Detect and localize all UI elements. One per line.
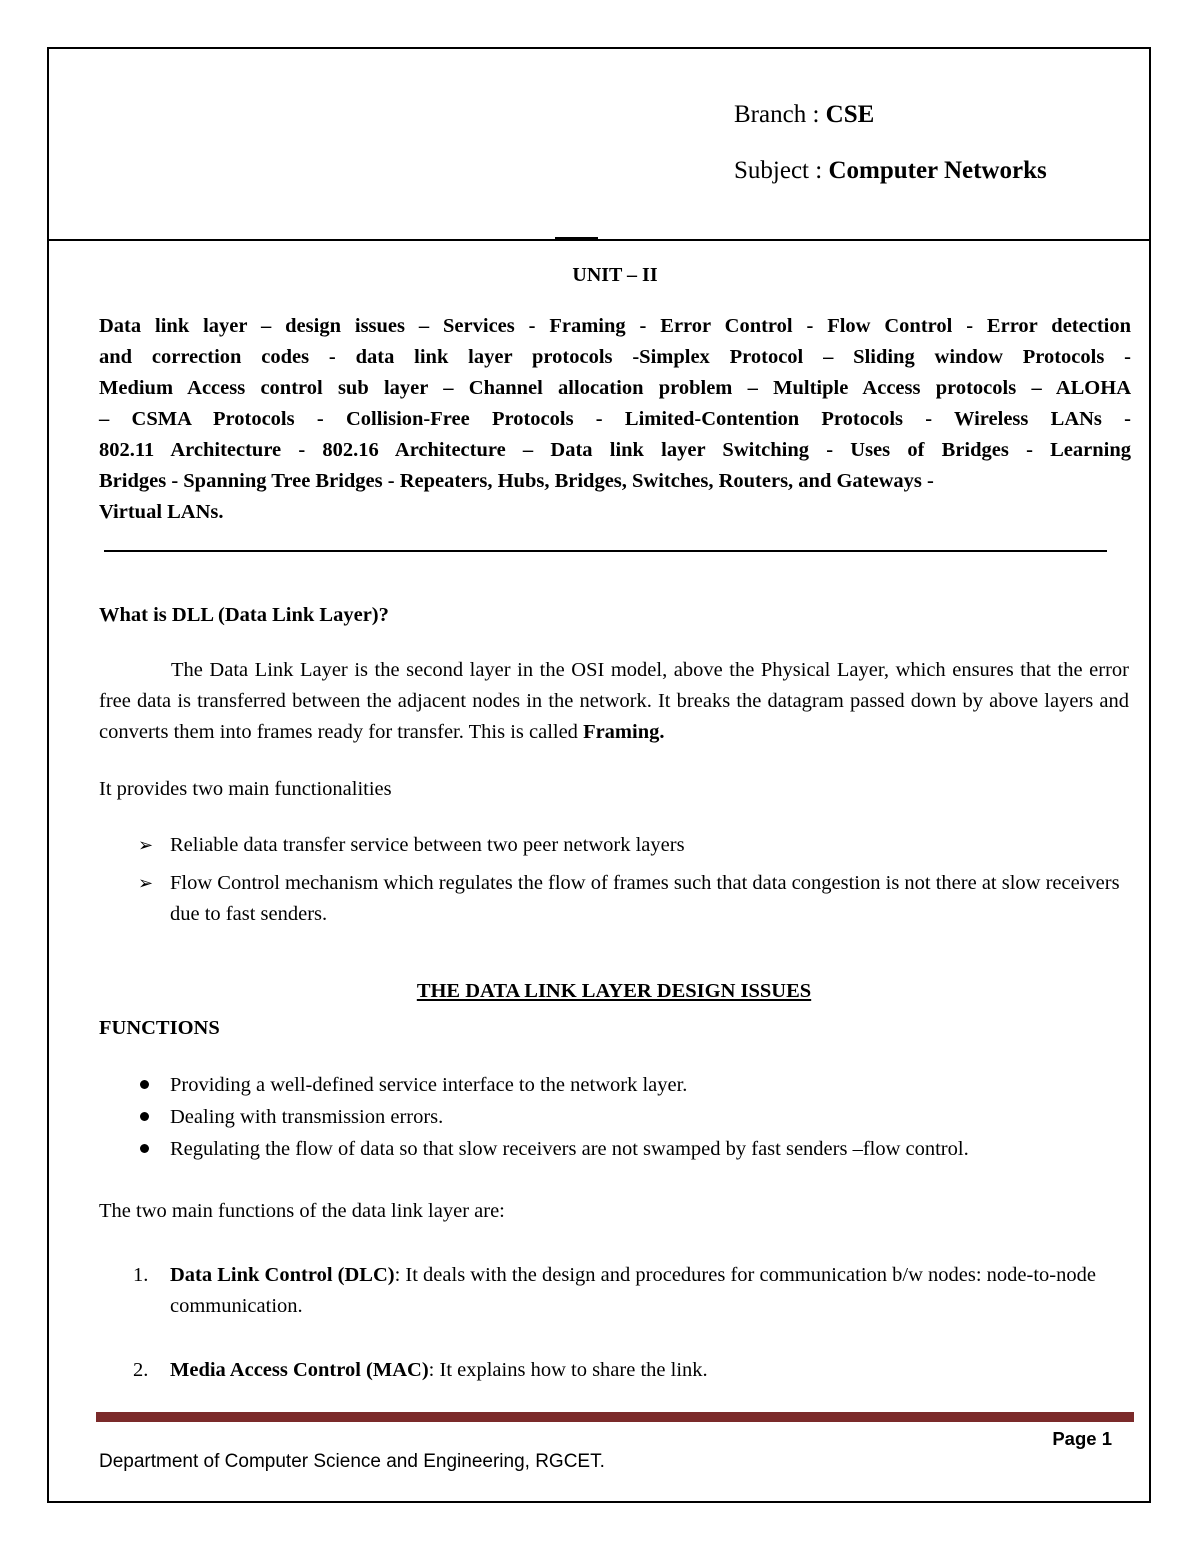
page-number: Page 1 xyxy=(1052,1428,1112,1449)
provides-text: It provides two main functionalities xyxy=(99,778,392,800)
header-divider-mark xyxy=(555,237,598,240)
functionality-list xyxy=(138,830,1130,937)
syllabus-line: Data link layer – design issues – Services - Framing - Error Control - Flow Control - Error detection xyxy=(99,315,1131,337)
arrow-bullet-icon: ➢ xyxy=(138,873,154,894)
two-main-functions-text: The two main functions of the data link layer are: xyxy=(99,1200,505,1222)
functions-list xyxy=(138,1069,1138,1165)
section-rule xyxy=(104,550,1107,552)
syllabus-line: and correction codes - data link layer protocols -Simplex Protocol – Sliding window Protocols - xyxy=(99,346,1131,368)
subject-line xyxy=(734,156,1047,186)
list-item: Regulating the flow of data so that slow receivers are not swamped by fast senders –flow control. xyxy=(138,1133,1138,1165)
footer-bar xyxy=(96,1412,1134,1422)
bullet-icon xyxy=(140,1080,149,1089)
branch-value: CSE xyxy=(825,101,875,128)
syllabus-line: 802.11 Architecture - 802.16 Architecture – Data link layer Switching - Uses of Bridges - Learning xyxy=(99,439,1131,461)
branch-label: Branch : xyxy=(734,101,826,128)
numbered-item: 1. Data Link Control (DLC): It deals with the design and procedures for communication b/w nodes: node-to-node communication. xyxy=(133,1264,1096,1317)
branch-line xyxy=(734,100,874,130)
bullet-icon xyxy=(140,1112,149,1121)
department-footer: Department of Computer Science and Engineering, RGCET. xyxy=(99,1451,605,1472)
arrow-bullet-icon: ➢ xyxy=(138,835,154,856)
syllabus xyxy=(99,311,1131,528)
syllabus-line: Medium Access control sub layer – Channel allocation problem – Multiple Access protocols – ALOHA xyxy=(99,377,1131,399)
syllabus-line: Virtual LANs. xyxy=(99,501,224,523)
list-item: ➢ Flow Control mechanism which regulates the flow of frames such that data congestion is not there at slow receivers due to fast senders. xyxy=(138,868,1130,930)
list-item: Dealing with transmission errors. xyxy=(138,1101,1138,1133)
syllabus-line: Bridges - Spanning Tree Bridges - Repeaters, Hubs, Bridges, Switches, Routers, and Gateways - xyxy=(99,470,934,492)
syllabus-line: – CSMA Protocols - Collision-Free Protocols - Limited-Contention Protocols - Wireless LANs - xyxy=(99,408,1131,430)
unit-title: UNIT – II xyxy=(572,264,658,286)
functions-title: FUNCTIONS xyxy=(99,1017,220,1039)
numbered-item: 2. Media Access Control (MAC): It explains how to share the link. xyxy=(133,1359,708,1381)
dll-question: What is DLL (Data Link Layer)? xyxy=(99,604,389,626)
design-issues-title: THE DATA LINK LAYER DESIGN ISSUES xyxy=(416,980,812,1002)
subject-value: Computer Networks xyxy=(828,157,1047,184)
list-item: Providing a well-defined service interface to the network layer. xyxy=(138,1069,1138,1101)
header-divider xyxy=(47,239,1151,241)
framing-term: Framing. xyxy=(583,721,665,743)
subject-label: Subject : xyxy=(734,157,829,184)
list-item: ➢ Reliable data transfer service between two peer network layers xyxy=(138,830,1130,861)
dll-paragraph-text: The Data Link Layer is the second layer in the OSI model, above the Physical Layer, which ensures that the error free data is transferred between the adjacent nodes in the network. It breaks the datagram passed down by above layers and converts them into frames ready for transfer. This is called xyxy=(99,659,1129,743)
dll-paragraph xyxy=(99,655,1129,748)
bullet-icon xyxy=(140,1144,149,1153)
